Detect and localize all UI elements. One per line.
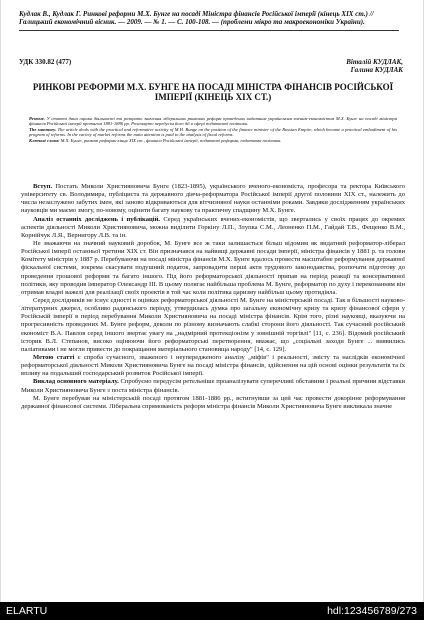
paragraph-4: Серед дослідників не існує єдності в оцінках реформаторської діяльності М. Бунге на міністерській посаді. Так в більшості науково-літературних джерел, особливо радянського періоду, утвердилась думка про загальну економічну кризу та кризу фінансової сфери у Російській імперії в період перебування Миколи Християновича на посаді міністра фінансів. Крім того, різні науковці, вказуючи на прогресивність проведених М. Бунге реформ, деколи по різному визначають слабкі сторони його діяльності. Так сучасний російський економіст В.А. Павлов серед іншого звертає увагу на „надмірний протекціонізм у зовнішній торгівлі" [11, с. 236]. Відомий російський історик В.Л. Степанов, високо оцінюючи його реформаторські перетворення, вважає, що „соціальні заходи Бунге ... виявились паліативами і не могли привести до покращання матеріального становища народу" [14, с. 129]. xyxy=(21,296,405,353)
heading-analysis: Аналіз останніх досліджень і публікацій. xyxy=(33,215,161,223)
paragraph-analysis xyxy=(21,216,405,240)
citation: Кудлак В., Кудлак Г. Ринкові реформи М.Х. Бунге на посаді Міністра фінансів Російської імперії (кінець XIX ст.) // Галицький економічний вісник. — 2009. — № 1. — С. 100-108. — (проблеми мікро та макроекономіки України). xyxy=(19,10,399,31)
handle-id: hdl:123456789/273 xyxy=(327,605,417,617)
paragraph-intro xyxy=(21,183,405,216)
summary-label: The summary. xyxy=(29,126,57,132)
author-2: Галина КУДЛАК xyxy=(350,66,403,75)
resume-label: Резюме. xyxy=(29,116,45,121)
paragraph-text: Серед українських вчених-економістів, що звертались у своїх працях до окремих аспектів діяльності Миколи Християновича, можна виділити Горкіну Л.П., Злупка С.М., Леоненко П.М., Гайдай Т.В., Фещенко В.М., Корнійчук Л.Я., Вернигору Л.В. та ін. xyxy=(21,215,405,239)
paragraph-text: є спроба сучасного, зваженого і неупередженого аналізу „міфів" і реальності, змісту та наслідків економічної реформаторської діяльності Миколи Християновича Бунге на посаді міністра фінансів, здійснення на цій основі оцінки результатів та їх впливу на подальший господарський розвиток Російської імперії. xyxy=(21,353,405,378)
paragraph-text: Спробуємо передусім ретельніше проаналізувати суперечливі обставини і реальні причини відставки Миколи Християновича Бунге з поста міністра фінансів. xyxy=(21,378,406,394)
resume xyxy=(29,116,397,127)
heading-goal: Метою статті xyxy=(33,353,75,361)
paragraph-main xyxy=(21,378,405,394)
heading-main: Виклад основного матеріалу. xyxy=(33,378,119,386)
heading-intro: Вступ. xyxy=(33,183,53,190)
repository-name: ELARTU xyxy=(6,605,48,617)
keywords xyxy=(29,138,397,143)
udk-code: УДК 330.82 (477) xyxy=(19,58,72,66)
summary-text: The article deals with the practical and reformative activity of M.H. Bunge on the position of the finance minister of the Russian Empire, which became a practical embodiment of his program of reforms. In the variety of market reforms the main attention is paid to the analysis of fiscal reforms. xyxy=(29,126,397,138)
keywords-label: Ключові слова: xyxy=(29,137,60,143)
paragraph-goal xyxy=(21,354,405,378)
resume-text: У статті дана оцінка діяльності та розкрито значення ліберальних ринкових реформ проведених видатним українським вченим-економістом М.Х. Бунге на посаді міністра фінансів Російської імперії протягом 1881-1886 рр. Розглянуто передусім його дії в сфері податкової політики. xyxy=(29,116,397,127)
summary xyxy=(29,127,397,138)
article-title: РИНКОВІ РЕФОРМИ М.Х. БУНГЕ НА ПОСАДІ МІНІСТРА ФІНАНСІВ РОСІЙСЬКОЇ ІМПЕРІЇ (КІНЕЦЬ XIX СТ.) xyxy=(32,82,394,102)
paragraph-7: М. Бунге перебував на міністерській посаді протягом 1881-1886 рр., встигнувши за цей час провести докорінне реформування державної фінансової системи. Ліберальна спрямованість реформ міністра фінансів Миколи Християновича Бунге викликала значне xyxy=(21,394,405,410)
paragraph-text: Постать Миколи Християновича Бунге (1823-1895), українського вченого-економіста, професора та ректора Київського університету св. Володимира, публіциста та державного діяча-реформатора Російської імперії другої половини XIX ст., належить до числа незаслужено забутих імен, які заново відкриваються для вітчизняної науки останніми роками. Завдяки дослідженням українських науковців ми маємо змогу, по-новому, оцінити багату наукову та практичну спадщину М.Х. Бунге. xyxy=(21,183,405,215)
paragraph-3: Не зважаючи на значний науковий доробок, М. Бунге все ж таки залишається більш відомим як видатний реформатор-ліберал Російської імперії останньої третини XIX ст. Він призначався на найвищі державні посади імперії, міністра фінансів у 1881 р. та голови Комітету міністрів у 1887 р. Перебуваючи на посаді міністра фінансів М.Х. Бунге вдалось провести масштабне реформування державної фіскальної системи, зокрема скасувати подушний податок, запровадити перші акти трудового законодавства, розпочати підготову до проведення грошової реформи та багато іншого. Під його реформаторської діяльності припав на період реакції та консервативної політики, яку проводив імператор Олександр III. В цьому полягає найбільша проблема М. Бунге, реформатор по духу і переконанням він отримав владні важелі для реалізації своїх проектів в той час коли політика царизму найбільш цьому протидіяла. xyxy=(21,239,405,296)
footer-bar xyxy=(0,602,424,620)
article-body xyxy=(21,183,405,411)
author-1: Віталій КУДЛАК, xyxy=(346,58,403,66)
authors xyxy=(346,58,403,75)
keywords-text: М.Х. Бунге, ринкові реформи кінця XIX ст., фінанси Російської імперії, податкові реформи, податкова політика. xyxy=(60,137,282,143)
abstract-block xyxy=(29,116,397,143)
